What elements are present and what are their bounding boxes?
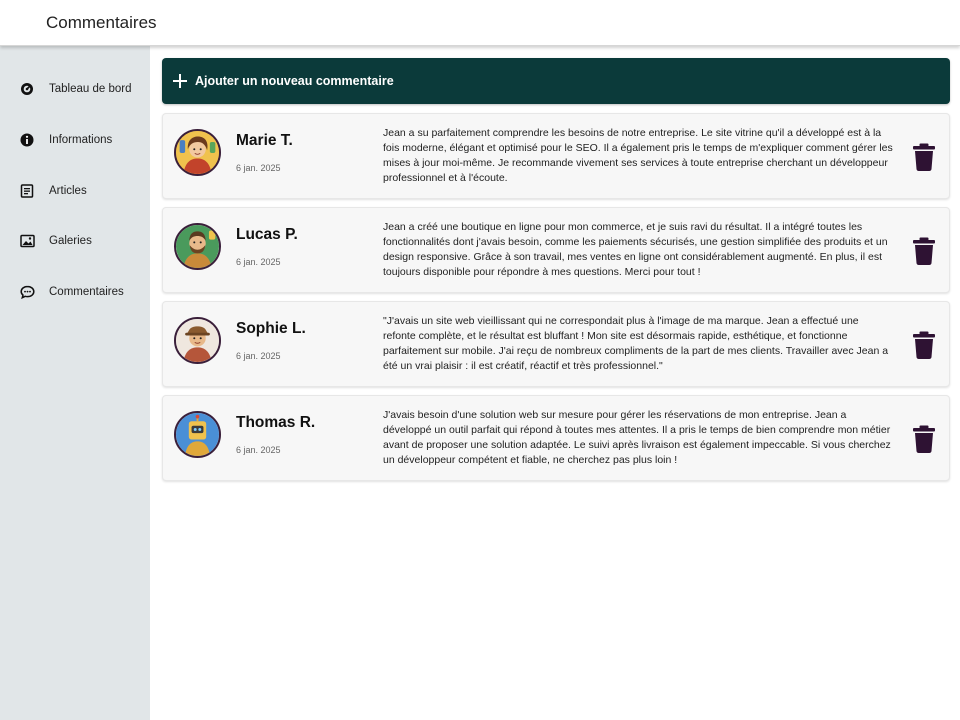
sidebar-item-informations[interactable]	[0, 123, 150, 157]
sidebar-item-label: Informations	[49, 134, 113, 146]
sidebar-item-label: Tableau de bord	[49, 83, 132, 95]
comment-text: Jean a créé une boutique en ligne pour mon commerce, et je suis ravi du résultat. Il a intégré toutes les fonctionnalités dont j'avais besoin, comme les paiements sécurisés, une gestion simplifiée des produits et un design responsive. Grâce à son travail, mes ventes en ligne ont considérablement augmenté. En plus, il est toujours disponible pour répondre à mes questions. Merci pour tout !	[383, 221, 888, 278]
sidebar-item-label: Commentaires	[49, 286, 124, 298]
sidebar	[0, 46, 150, 720]
comment-date: 6 jan. 2025	[236, 163, 281, 173]
trash-icon	[910, 330, 938, 360]
page-title: Commentaires	[46, 13, 157, 32]
comment-author: Sophie L.	[236, 320, 306, 337]
delete-button[interactable]	[910, 236, 938, 266]
comment-card	[162, 113, 950, 199]
comment-card	[162, 301, 950, 387]
article-icon	[19, 183, 35, 199]
sidebar-item-galeries[interactable]	[0, 224, 150, 258]
plus-icon	[173, 74, 187, 88]
trash-icon	[910, 424, 938, 454]
delete-button[interactable]	[910, 330, 938, 360]
trash-icon	[910, 142, 938, 172]
sidebar-item-label: Galeries	[49, 235, 92, 247]
delete-button[interactable]	[910, 424, 938, 454]
sidebar-item-dashboard[interactable]	[0, 72, 150, 106]
delete-button[interactable]	[910, 142, 938, 172]
avatar	[174, 411, 221, 458]
comment-author: Thomas R.	[236, 414, 316, 431]
dashboard-icon	[19, 81, 35, 97]
comment-author: Marie T.	[236, 132, 293, 149]
info-icon	[19, 132, 35, 148]
comment-date: 6 jan. 2025	[236, 351, 281, 361]
comment-icon	[19, 284, 35, 300]
comment-text: J'avais besoin d'une solution web sur mesure pour gérer les réservations de mon entreprise. Jean a développé un outil parfait qui répond à toutes mes attentes. Il a pris le temps de bien comprendre mon métier avant de proposer une solution adaptée. Le suivi après livraison est également impeccable. Si vous cherchez un développeur compétent et fiable, ne cherchez pas plus loin !	[383, 409, 891, 466]
image-icon	[19, 233, 35, 249]
top-bar	[0, 0, 960, 46]
sidebar-item-label: Articles	[49, 185, 87, 197]
comment-date: 6 jan. 2025	[236, 257, 281, 267]
comment-date: 6 jan. 2025	[236, 445, 281, 455]
avatar	[174, 129, 221, 176]
comment-card	[162, 207, 950, 293]
trash-icon	[910, 236, 938, 266]
sidebar-item-commentaires[interactable]	[0, 275, 150, 309]
avatar	[174, 317, 221, 364]
comment-text: Jean a su parfaitement comprendre les besoins de notre entreprise. Le site vitrine qu'il a développé est à la fois moderne, élégant et optimisé pour le SEO. Il a également pris le temps de m'expliquer comment gérer les mises à jour moi-même. Je recommande vivement ses services à toute entreprise cherchant un développeur professionnel et à l'écoute.	[383, 127, 893, 184]
sidebar-item-articles[interactable]	[0, 174, 150, 208]
comment-card	[162, 395, 950, 481]
comment-text: "J'avais un site web vieillissant qui ne correspondait plus à l'image de ma marque. Jean a effectué une refonte complète, et le résultat est bluffant ! Mon site est désormais rapide, esthétique, et fonctionne parfaitement sur mobile. J'ai reçu de nombreux compliments de la part de mes clients. Travailler avec Jean a été un vrai plaisir : il est créatif, réactif et très professionnel."	[383, 315, 889, 372]
add-comment-label: Ajouter un nouveau commentaire	[195, 74, 394, 88]
add-comment-button[interactable]	[162, 58, 950, 104]
comment-author: Lucas P.	[236, 226, 298, 243]
avatar	[174, 223, 221, 270]
